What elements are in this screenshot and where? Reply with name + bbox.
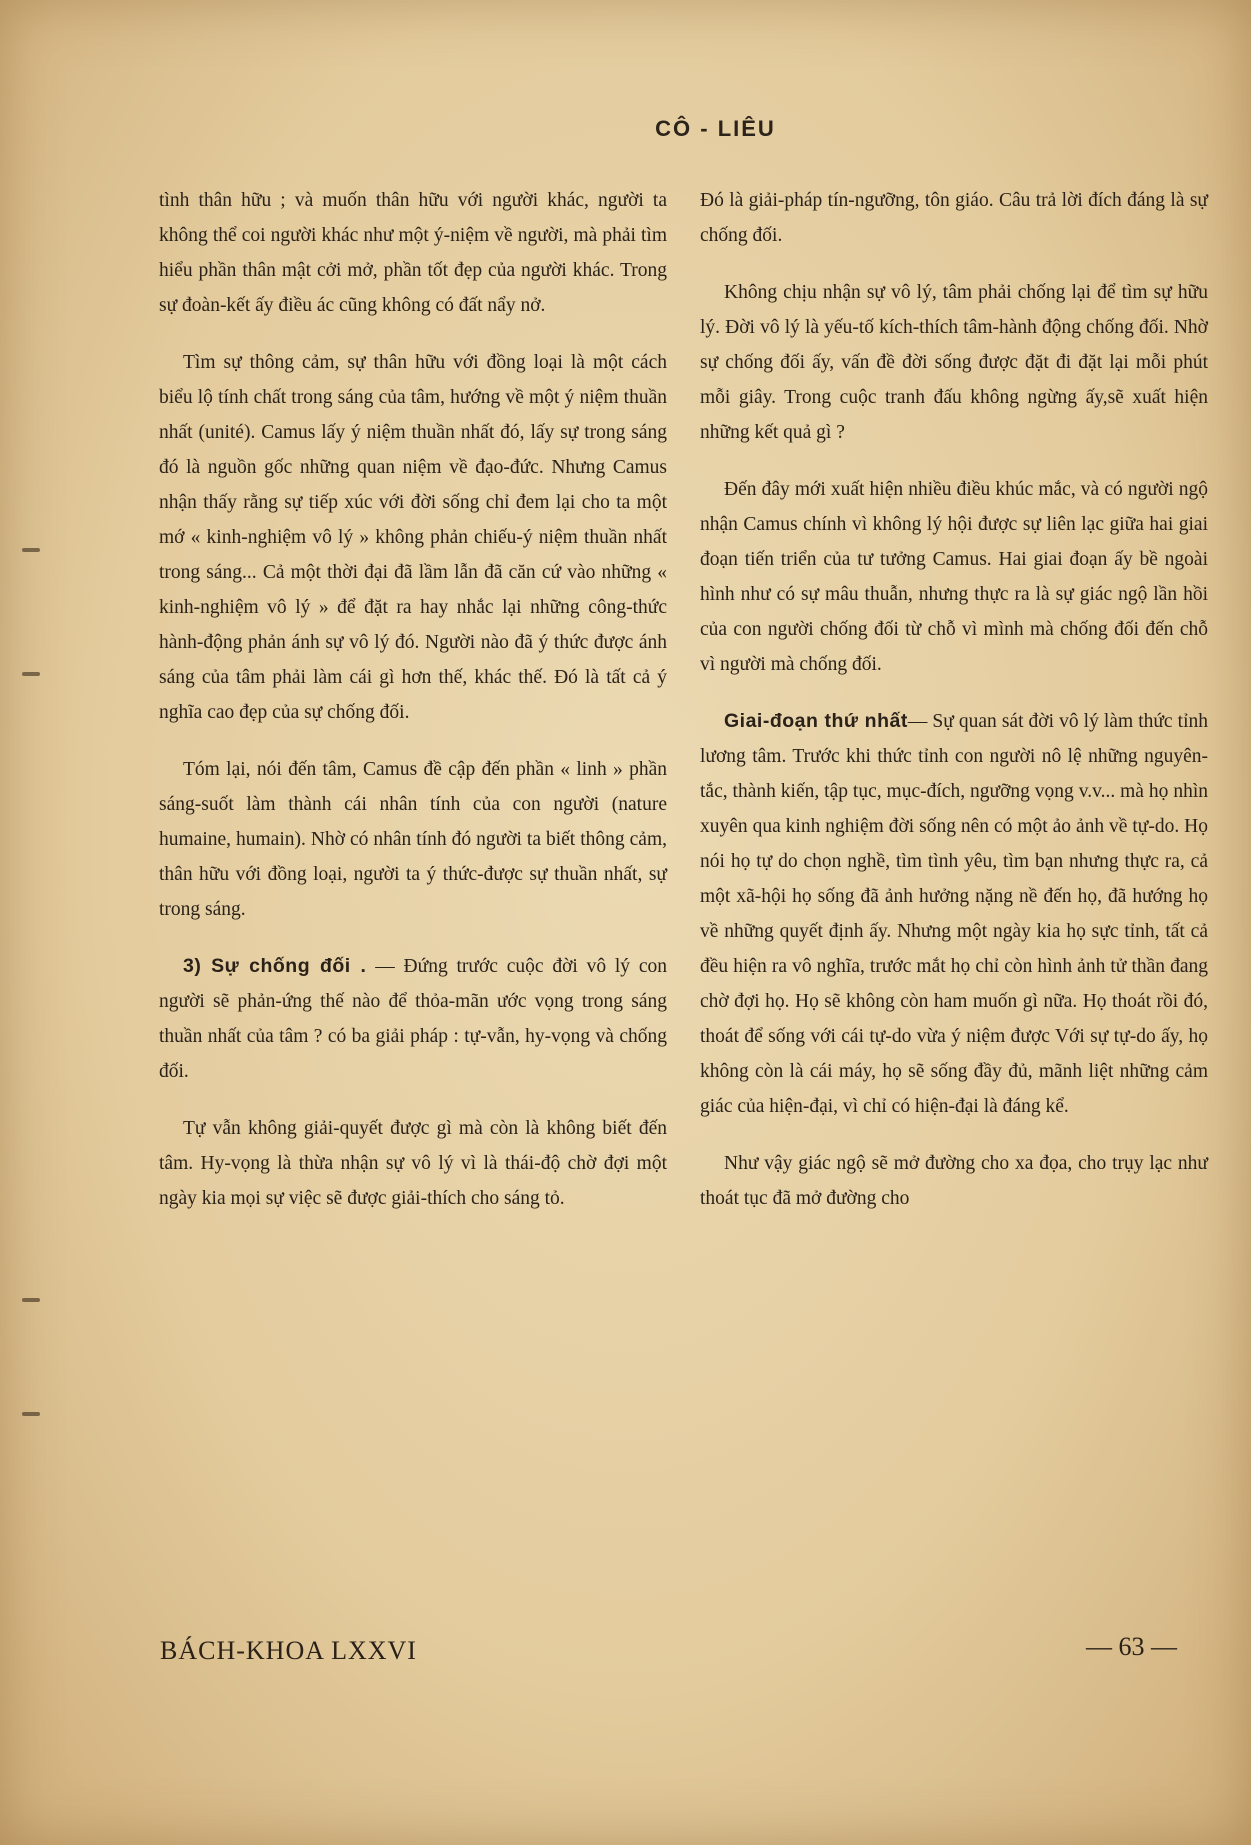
paragraph: Như vậy giác ngộ sẽ mở đường cho xa đọa, cho trụy lạc như thoát tục đã mở đường cho <box>700 1153 1208 1209</box>
paragraph: Tóm lại, nói đến tâm, Camus đề cập đến phần « linh » phần sáng-suốt làm thành cái nhân tính của con người (nature humaine, humain). Nhờ có nhân tính đó người ta biết thông cảm, thân hữu với đồng loại, người ta ý thức-được sự thuần nhất, sự trong sáng. <box>159 759 667 920</box>
page-number: — 63 — <box>1086 1632 1177 1661</box>
right-column <box>700 183 1208 1238</box>
margin-mark <box>22 1412 40 1416</box>
paragraph: Đến đây mới xuất hiện nhiều điều khúc mắc, và có người ngộ nhận Camus chính vì không lý hội được sự liên lạc giữa hai giai đoạn tiến triển của tư tưởng Camus. Hai giai đoạn ấy bề ngoài hình như có sự mâu thuẫn, nhưng thực ra là sự giác ngộ lần hồi của con người chống đối từ chỗ vì mình mà chống đối đến chỗ vì người mà chống đối. <box>700 479 1208 675</box>
paragraph: Tự vẫn không giải-quyết được gì mà còn là không biết đến tâm. Hy-vọng là thừa nhận sự vô lý vì là thái-độ chờ đợi một ngày kia mọi sự việc sẽ được giải-thích cho sáng tỏ. <box>159 1118 667 1209</box>
paragraph: Đó là giải-pháp tín-ngưỡng, tôn giáo. Câu trả lời đích đáng là sự chống đối. <box>700 190 1208 246</box>
paragraph: tình thân hữu ; và muốn thân hữu với người khác, người ta không thể coi người khác như một ý-niệm về người, mà phải tìm hiểu phần thân mật cởi mở, phần tốt đẹp của người khác. Trong sự đoàn-kết ấy điều ác cũng không có đất nẩy nở. <box>159 190 667 316</box>
running-title: CÔ - LIÊU <box>655 116 776 141</box>
paragraph <box>700 704 1208 1124</box>
paragraph: Tìm sự thông cảm, sự thân hữu với đồng loại là một cách biểu lộ tính chất trong sáng của tâm, hướng về một ý niệm thuần nhất (unité). Camus lấy ý niệm thuần nhất đó, lấy sự trong sáng đó là nguồn gốc những quan niệm về đạo-đức. Nhưng Camus nhận thấy rằng sự tiếp xúc với đời sống chỉ đem lại cho ta một mớ « kinh-nghiệm vô lý » không phản chiếu-ý niệm thuần nhất trong sáng... Cả một thời đại đã lầm lẫn đã căn cứ vào những « kinh-nghiệm vô lý » để đặt ra hay nhắc lại những công-thức hành-động phản ánh sự vô lý đó. Người nào đã ý thức được ánh sáng của tâm phải làm cái gì hơn thế, khác thế. Đó là tất cả ý nghĩa cao đẹp của sự chống đối. <box>159 352 667 723</box>
publication-name: BÁCH-KHOA LXXVI <box>160 1636 417 1665</box>
margin-mark <box>22 548 40 552</box>
section-body: — Đứng trước cuộc đời vô lý con người sẽ phản-ứng thế nào để thỏa-mãn ước vọng trong sáng thuần nhất của tâm ? có ba giải pháp : tự-vẫn, hy-vọng và chống đối. <box>159 956 667 1082</box>
margin-mark <box>22 672 40 676</box>
margin-mark <box>22 1298 40 1302</box>
section-heading: Giai-đoạn thứ nhất <box>724 710 908 732</box>
left-column <box>159 183 667 1238</box>
section-heading: 3) Sự chống đối . <box>183 955 367 977</box>
section-body: — Sự quan sát đời vô lý làm thức tỉnh lương tâm. Trước khi thức tỉnh con người nô lệ những nguyên-tắc, thành kiến, tập tục, mục-đích, ngưỡng vọng v.v... mà họ nhìn xuyên qua kinh nghiệm đời sống nên có một ảo ảnh về tự-do. Họ nói họ tự do chọn nghề, tìm tình yêu, tìm bạn nhưng thực ra, cả một xã-hội họ sống đã ảnh hưởng nặng nề đến họ, đã hướng họ về những quyết định ấy. Nhưng một ngày kia họ sực tỉnh, tất cả đều hiện ra vô nghĩa, trước mắt họ chỉ còn hình ảnh tử thần đang chờ đợi họ. Họ sẽ không còn ham muốn gì nữa. Họ thoát rồi đó, thoát để sống với cái tự-do vừa ý niệm được Với sự tự-do ấy, họ không còn là cái máy, họ sẽ sống đầy đủ, mãnh liệt những cảm giác của hiện-đại, vì chỉ có hiện-đại là đáng kể. <box>700 711 1208 1117</box>
paragraph: Không chịu nhận sự vô lý, tâm phải chống lại để tìm sự hữu lý. Đời vô lý là yếu-tố kích-thích tâm-hành động chống đối. Nhờ sự chống đối ấy, vấn đề đời sống được đặt đi đặt lại mỗi phút mỗi giây. Trong cuộc tranh đấu không ngừng ấy,sẽ xuất hiện những kết quả gì ? <box>700 282 1208 443</box>
paragraph <box>159 949 667 1089</box>
